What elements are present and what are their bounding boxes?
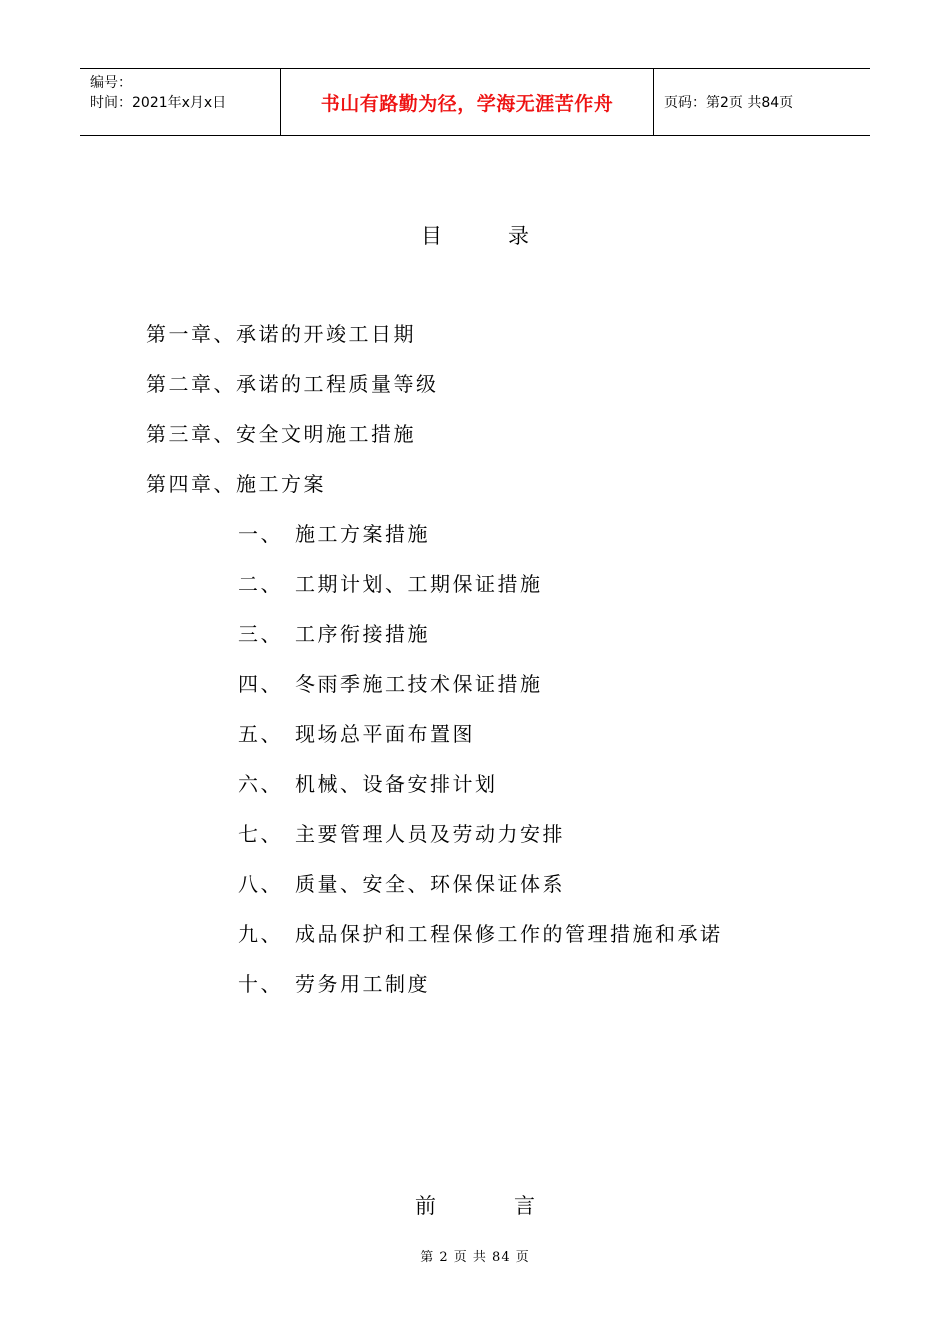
toc-section-2[interactable] — [0, 564, 950, 614]
toc-section-text: 机械、设备安排计划 — [295, 772, 498, 796]
toc-section-number: 九、 — [238, 922, 283, 946]
toc-section-number: 三、 — [238, 622, 283, 646]
toc-section-number: 八、 — [238, 872, 283, 896]
date-label: 时间：2021年x月x日 — [90, 95, 227, 111]
toc-chapter-1[interactable]: 第一章、承诺的开竣工日期 — [146, 322, 416, 346]
toc-section-text: 劳务用工制度 — [295, 972, 430, 996]
toc-section-number: 五、 — [238, 722, 283, 746]
toc-section-9[interactable] — [0, 914, 950, 964]
toc-section-number: 四、 — [238, 672, 283, 696]
toc-section-text: 质量、安全、环保保证体系 — [295, 872, 565, 896]
toc-section-number: 二、 — [238, 572, 283, 596]
document-header — [80, 68, 870, 136]
toc-chapter-3[interactable]: 第三章、安全文明施工措施 — [146, 422, 416, 446]
toc-section-text: 现场总平面布置图 — [295, 722, 475, 746]
toc-section-text: 冬雨季施工技术保证措施 — [295, 672, 543, 696]
toc-section-text: 施工方案措施 — [295, 522, 430, 546]
toc-section-number: 七、 — [238, 822, 283, 846]
toc-section-text: 工期计划、工期保证措施 — [295, 572, 543, 596]
toc-section-number: 一、 — [238, 522, 283, 546]
toc-chapter-4[interactable]: 第四章、施工方案 — [146, 472, 326, 496]
toc-section-4[interactable] — [0, 664, 950, 714]
toc-section-number: 六、 — [238, 772, 283, 796]
table-of-contents — [0, 314, 950, 1014]
toc-section-8[interactable] — [0, 864, 950, 914]
motto-text: 书山有路勤为径，学海无涯苦作舟 — [320, 92, 614, 115]
header-page-info: 页码：第2页 共84页 — [664, 95, 794, 111]
toc-section-5[interactable] — [0, 714, 950, 764]
toc-section-1[interactable] — [0, 514, 950, 564]
toc-section-6[interactable] — [0, 764, 950, 814]
toc-title: 目录 — [421, 224, 595, 248]
toc-section-text: 成品保护和工程保修工作的管理措施和承诺 — [295, 922, 723, 946]
header-page-cell — [654, 69, 870, 135]
toc-chapter-2[interactable]: 第二章、承诺的工程质量等级 — [146, 372, 439, 396]
toc-section-text: 主要管理人员及劳动力安排 — [295, 822, 565, 846]
toc-section-10[interactable] — [0, 964, 950, 1014]
toc-section-7[interactable] — [0, 814, 950, 864]
toc-section-number: 十、 — [238, 972, 283, 996]
header-motto-cell — [281, 69, 654, 135]
toc-section-text: 工序衔接措施 — [295, 622, 430, 646]
preface-title: 前言 — [415, 1194, 613, 1218]
header-meta-cell — [80, 69, 281, 135]
serial-number-label: 编号： — [90, 75, 132, 91]
toc-section-3[interactable] — [0, 614, 950, 664]
page-footer: 第 2 页 共 84 页 — [420, 1250, 530, 1265]
